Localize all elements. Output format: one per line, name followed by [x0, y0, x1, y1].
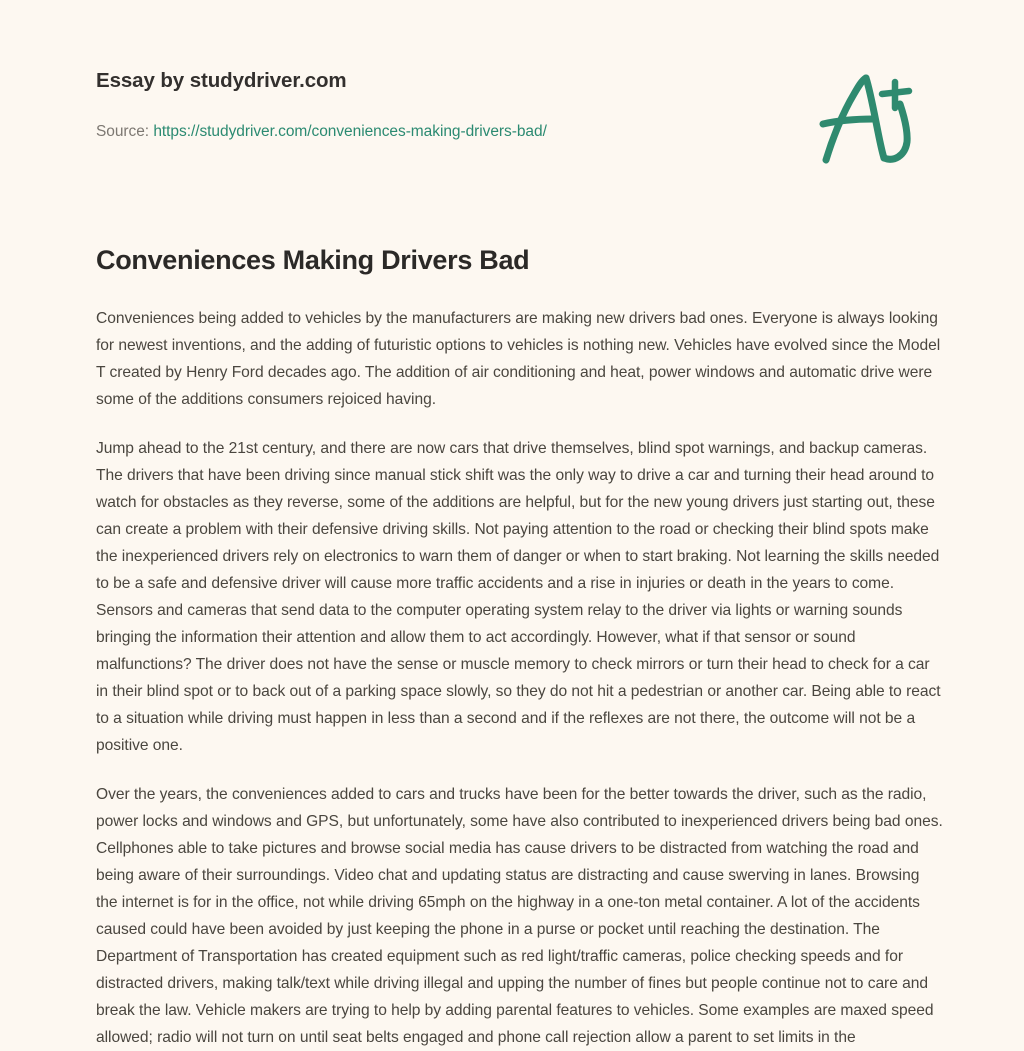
paragraph: Over the years, the conveniences added to cars and trucks have been for the better towards the driver, such as the radio, power locks and windows and GPS, but unfortunately, some have also contributed to inexperienced drivers being bad ones. Cellphones able to take pictures and browse social media has cause drivers to be distracted from watching the road and being aware of their surroundings. Video chat and updating status are distracting and cause swerving in lanes. Browsing the internet is for in the office, not while driving 65mph on the highway in a one-ton metal container. A lot of the accidents caused could have been avoided by just keeping the phone in a purse or pocket until reaching the destination. The Department of Transportation has created equipment such as red light/traffic cameras, police checking speeds and for distracted drivers, making talk/text while driving illegal and upping the number of fines but people continue not to care and break the law. Vehicle makers are trying to help by adding parental features to vehicles. Some examples are maxed speed allowed; radio will not turn on until seat belts engaged and phone call rejection allow a parent to set limits in the [96, 785, 943, 1046]
a-plus-handwritten-logo-icon [812, 68, 916, 166]
paragraph: Conveniences being added to vehicles by the manufacturers are making new drivers bad ones. Everyone is always looking for newest inventions, and the adding of futuristic options to vehicles is nothing new. Vehicles have evolved since the Model T created by Henry Ford decades ago. The addition of air conditioning and heat, power windows and automatic drive were some of the additions consumers rejoiced having. [96, 309, 941, 408]
page-header [0, 0, 1024, 200]
article [96, 244, 944, 1051]
source-line [96, 123, 547, 141]
article-body [96, 305, 944, 1051]
paragraph: Jump ahead to the 21st century, and there are now cars that drive themselves, blind spot warnings, and backup cameras. The drivers that have been driving since manual stick shift was the only way to drive a car and turning their head around to watch for obstacles as they reverse, some of the additions are helpful, but for the new young drivers just starting out, these can create a problem with their defensive driving skills. Not paying attention to the road or checking their blind spots make the inexperienced drivers rely on electronics to warn them of danger or when to start braking. Not learning the skills needed to be a safe and defensive driver will cause more traffic accidents and a rise in injuries or death in the years to come. Sensors and cameras that send data to the computer operating system relay to the driver via lights or warning sounds bringing the information their attention and allow them to act accordingly. However, what if that sensor or sound malfunctions? The driver does not have the sense or muscle memory to check mirrors or turn their head to check for a car in their blind spot or to back out of a parking space slowly, so they do not hit a pedestrian or another car. Being able to react to a situation while driving must happen in less than a second and if the reflexes are not there, the outcome will not be a positive one. [96, 439, 941, 754]
byline: Essay by studydriver.com [96, 69, 347, 92]
page-title: Conveniences Making Drivers Bad [96, 245, 530, 275]
source-url-link[interactable]: https://studydriver.com/conveniences-making-drivers-bad/ [153, 123, 547, 140]
source-label: Source: [96, 123, 150, 140]
